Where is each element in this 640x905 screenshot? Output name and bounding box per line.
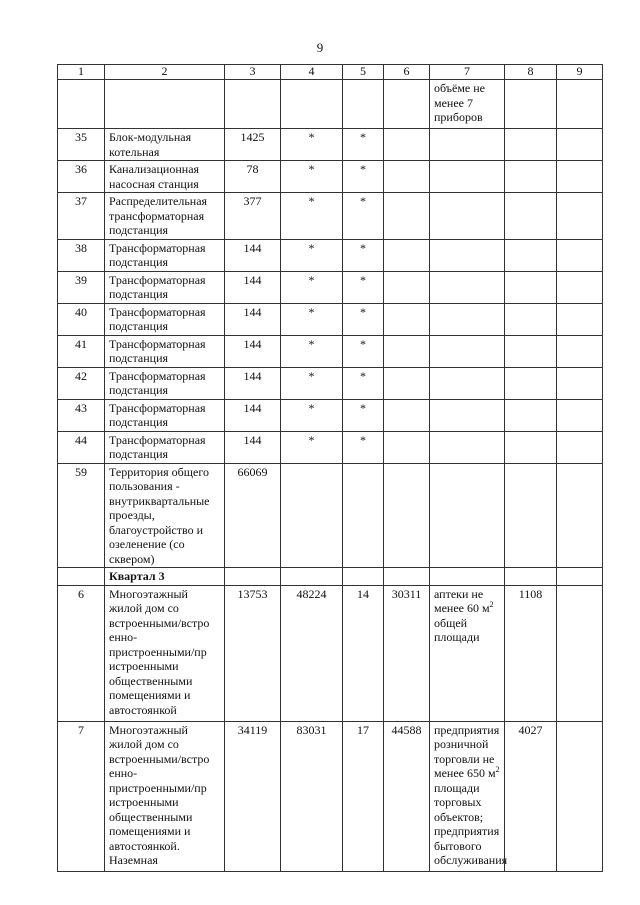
column-header: 3: [225, 65, 281, 80]
row-number-cell: 41: [58, 335, 105, 367]
col5-cell: *: [343, 303, 384, 335]
notes-cell: [430, 193, 505, 240]
notes-cell: предприятия розничной торговли не менее 650 $м^2$ площади торговых объектов; предприятия бытового обслуживания: [430, 721, 505, 871]
object-name-cell: Канализационная насосная станция: [105, 161, 225, 193]
column-header: 2: [105, 65, 225, 80]
col6-cell: 30311: [384, 585, 430, 721]
col6-cell: [384, 568, 430, 586]
section-row: [58, 568, 603, 586]
object-name-cell: Блок-модульная котельная: [105, 129, 225, 161]
object-name-cell: Трансформаторная подстанция: [105, 239, 225, 271]
col4-cell: 83031: [281, 721, 343, 871]
object-name-cell: [105, 80, 225, 129]
table-row: [58, 367, 603, 399]
notes-cell: объёме не менее 7 приборов: [430, 80, 505, 129]
col6-cell: [384, 80, 430, 129]
col6-cell: [384, 335, 430, 367]
col8-cell: [505, 367, 557, 399]
col9-cell: [557, 161, 603, 193]
col6-cell: [384, 431, 430, 463]
area-cell: 66069: [225, 463, 281, 568]
col5-cell: *: [343, 335, 384, 367]
col4-cell: *: [281, 431, 343, 463]
col9-cell: [557, 721, 603, 871]
row-number-cell: 7: [58, 721, 105, 871]
col8-cell: [505, 129, 557, 161]
col8-cell: 1108: [505, 585, 557, 721]
col9-cell: [557, 80, 603, 129]
table-row: [58, 161, 603, 193]
page-number: 9: [316, 40, 324, 55]
col9-cell: [557, 193, 603, 240]
table-row: [58, 271, 603, 303]
col4-cell: [281, 568, 343, 586]
row-number-cell: 42: [58, 367, 105, 399]
column-header: 8: [505, 65, 557, 80]
col4-cell: [281, 463, 343, 568]
table-row: [58, 431, 603, 463]
col4-cell: *: [281, 399, 343, 431]
column-header: 4: [281, 65, 343, 80]
col4-cell: *: [281, 161, 343, 193]
table-row: [58, 585, 603, 721]
table-row: [58, 239, 603, 271]
notes-cell: [430, 367, 505, 399]
column-header: 7: [430, 65, 505, 80]
table-row: [58, 80, 603, 129]
col6-cell: [384, 463, 430, 568]
col4-cell: *: [281, 193, 343, 240]
col8-cell: [505, 80, 557, 129]
col9-cell: [557, 568, 603, 586]
object-name-cell: Многоэтажный жилой дом со встроенными/встро енно-пристроенными/пр истроенными общественными помещениями и автостоянкой. Наземная: [105, 721, 225, 871]
area-cell: 78: [225, 161, 281, 193]
area-cell: 144: [225, 431, 281, 463]
notes-cell: аптеки не менее 60 $м^2$ общей площади: [430, 585, 505, 721]
table-row: [58, 193, 603, 240]
area-cell: [225, 80, 281, 129]
col9-cell: [557, 463, 603, 568]
col8-cell: 4027: [505, 721, 557, 871]
col6-cell: [384, 303, 430, 335]
row-number-cell: 6: [58, 585, 105, 721]
col4-cell: *: [281, 239, 343, 271]
col9-cell: [557, 239, 603, 271]
col6-cell: [384, 239, 430, 271]
col9-cell: [557, 585, 603, 721]
row-number-cell: 44: [58, 431, 105, 463]
object-name-cell: Территория общего пользования - внутриквартальные проезды, благоустройство и озеленение (со сквером): [105, 463, 225, 568]
row-number-cell: [58, 80, 105, 129]
object-name-cell: Трансформаторная подстанция: [105, 271, 225, 303]
col5-cell: [343, 568, 384, 586]
col8-cell: [505, 431, 557, 463]
col4-cell: *: [281, 335, 343, 367]
column-header: 6: [384, 65, 430, 80]
notes-cell: [430, 399, 505, 431]
col5-cell: *: [343, 431, 384, 463]
area-cell: 377: [225, 193, 281, 240]
table-row: [58, 721, 603, 871]
col9-cell: [557, 271, 603, 303]
area-cell: 144: [225, 271, 281, 303]
col8-cell: [505, 161, 557, 193]
col9-cell: [557, 303, 603, 335]
notes-cell: [430, 129, 505, 161]
col6-cell: [384, 161, 430, 193]
col4-cell: *: [281, 271, 343, 303]
col4-cell: *: [281, 367, 343, 399]
col6-cell: 44588: [384, 721, 430, 871]
col8-cell: [505, 271, 557, 303]
col4-cell: *: [281, 303, 343, 335]
col4-cell: [281, 80, 343, 129]
notes-cell: [430, 161, 505, 193]
row-number-cell: 35: [58, 129, 105, 161]
area-cell: 144: [225, 399, 281, 431]
row-number-cell: [58, 568, 105, 586]
column-header: 1: [58, 65, 105, 80]
table-row: [58, 303, 603, 335]
col9-cell: [557, 129, 603, 161]
object-name-cell: Трансформаторная подстанция: [105, 367, 225, 399]
area-cell: 144: [225, 303, 281, 335]
row-number-cell: 36: [58, 161, 105, 193]
col5-cell: *: [343, 239, 384, 271]
col8-cell: [505, 239, 557, 271]
col8-cell: [505, 463, 557, 568]
row-number-cell: 43: [58, 399, 105, 431]
table-row: [58, 335, 603, 367]
object-name-cell: Трансформаторная подстанция: [105, 303, 225, 335]
area-cell: 144: [225, 239, 281, 271]
col5-cell: 17: [343, 721, 384, 871]
table-header-row: [58, 65, 603, 80]
notes-cell: [430, 463, 505, 568]
row-number-cell: 38: [58, 239, 105, 271]
col6-cell: [384, 271, 430, 303]
col6-cell: [384, 399, 430, 431]
col8-cell: [505, 193, 557, 240]
data-table: [57, 64, 603, 872]
area-cell: 13753: [225, 585, 281, 721]
area-cell: 1425: [225, 129, 281, 161]
column-header: 5: [343, 65, 384, 80]
col5-cell: *: [343, 129, 384, 161]
col9-cell: [557, 335, 603, 367]
col8-cell: [505, 568, 557, 586]
table-row: [58, 463, 603, 568]
area-cell: 34119: [225, 721, 281, 871]
col4-cell: 48224: [281, 585, 343, 721]
col6-cell: [384, 193, 430, 240]
col5-cell: *: [343, 399, 384, 431]
col9-cell: [557, 431, 603, 463]
object-name-cell: Трансформаторная подстанция: [105, 431, 225, 463]
row-number-cell: 37: [58, 193, 105, 240]
object-name-cell: Трансформаторная подстанция: [105, 335, 225, 367]
col5-cell: *: [343, 271, 384, 303]
col9-cell: [557, 399, 603, 431]
col8-cell: [505, 303, 557, 335]
col8-cell: [505, 399, 557, 431]
col5-cell: 14: [343, 585, 384, 721]
col5-cell: [343, 463, 384, 568]
col8-cell: [505, 335, 557, 367]
col5-cell: *: [343, 367, 384, 399]
row-number-cell: 39: [58, 271, 105, 303]
notes-cell: [430, 431, 505, 463]
object-name-cell: Трансформаторная подстанция: [105, 399, 225, 431]
table-row: [58, 129, 603, 161]
notes-cell: [430, 568, 505, 586]
col5-cell: *: [343, 193, 384, 240]
area-cell: 144: [225, 335, 281, 367]
notes-cell: [430, 239, 505, 271]
table-row: [58, 399, 603, 431]
area-cell: 144: [225, 367, 281, 399]
col5-cell: [343, 80, 384, 129]
notes-cell: [430, 271, 505, 303]
col6-cell: [384, 367, 430, 399]
col5-cell: *: [343, 161, 384, 193]
object-name-cell: Многоэтажный жилой дом со встроенными/встро енно-пристроенными/пр истроенными общественными помещениями и автостоянкой: [105, 585, 225, 721]
column-header: 9: [557, 65, 603, 80]
notes-cell: [430, 335, 505, 367]
row-number-cell: 40: [58, 303, 105, 335]
object-name-cell: Распределительная трансформаторная подстанция: [105, 193, 225, 240]
area-cell: [225, 568, 281, 586]
col4-cell: *: [281, 129, 343, 161]
row-number-cell: 59: [58, 463, 105, 568]
col9-cell: [557, 367, 603, 399]
section-title: Квартал 3: [105, 568, 225, 586]
col6-cell: [384, 129, 430, 161]
notes-cell: [430, 303, 505, 335]
